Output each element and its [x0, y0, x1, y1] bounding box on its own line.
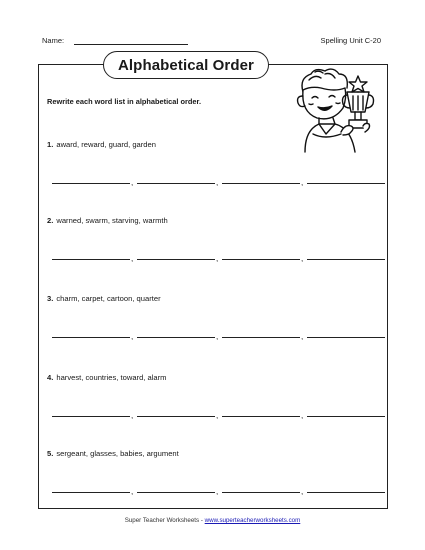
- question-number: 4.: [47, 373, 54, 382]
- answer-separator: ,: [301, 487, 304, 496]
- name-label: Name:: [42, 36, 65, 45]
- answer-blank[interactable]: [137, 492, 215, 493]
- answer-row: [52, 168, 382, 187]
- answer-row: [52, 401, 382, 420]
- answer-blank[interactable]: [137, 337, 215, 338]
- answer-separator: ,: [131, 487, 134, 496]
- footer-separator: -: [200, 517, 203, 524]
- answer-separator: ,: [301, 254, 304, 263]
- question-4: [47, 373, 167, 382]
- answer-row: [52, 322, 382, 341]
- footer-brand: Super Teacher Worksheets: [124, 517, 200, 524]
- answer-blank[interactable]: [307, 492, 385, 493]
- answer-blank[interactable]: [307, 183, 385, 184]
- word-list: award, reward, guard, garden: [56, 140, 156, 149]
- question-1: [47, 140, 156, 149]
- answer-blank[interactable]: [222, 337, 300, 338]
- answer-blank[interactable]: [222, 492, 300, 493]
- answer-separator: ,: [301, 411, 304, 420]
- footer-link[interactable]: www.superteacherworksheets.com: [204, 517, 301, 524]
- question-2: [47, 216, 168, 225]
- answer-blank[interactable]: [52, 259, 130, 260]
- question-3: [47, 294, 161, 303]
- word-list: warned, swarm, starving, warmth: [56, 216, 168, 225]
- answer-separator: ,: [216, 487, 219, 496]
- answer-separator: ,: [131, 411, 134, 420]
- question-number: 3.: [47, 294, 54, 303]
- footer: [0, 517, 425, 524]
- word-list: harvest, countries, toward, alarm: [56, 373, 167, 382]
- answer-blank[interactable]: [52, 492, 130, 493]
- answer-blank[interactable]: [52, 183, 130, 184]
- word-list: charm, carpet, cartoon, quarter: [56, 294, 161, 303]
- answer-separator: ,: [131, 178, 134, 187]
- question-number: 2.: [47, 216, 54, 225]
- question-number: 5.: [47, 449, 54, 458]
- name-blank-line[interactable]: [74, 44, 188, 45]
- answer-blank[interactable]: [222, 259, 300, 260]
- question-number: 1.: [47, 140, 54, 149]
- answer-blank[interactable]: [52, 337, 130, 338]
- answer-separator: ,: [301, 178, 304, 187]
- worksheet-title: [103, 51, 269, 79]
- answer-separator: ,: [131, 254, 134, 263]
- boy-holding-trophy-icon: [285, 62, 381, 158]
- answer-separator: ,: [216, 411, 219, 420]
- answer-row: [52, 477, 382, 496]
- answer-blank[interactable]: [222, 183, 300, 184]
- answer-blank[interactable]: [307, 416, 385, 417]
- unit-label: Spelling Unit C-20: [320, 36, 381, 45]
- answer-blank[interactable]: [137, 416, 215, 417]
- instructions: Rewrite each word list in alphabetical order.: [47, 97, 202, 106]
- question-5: [47, 449, 179, 458]
- answer-blank[interactable]: [52, 416, 130, 417]
- answer-blank[interactable]: [137, 183, 215, 184]
- answer-blank[interactable]: [307, 259, 385, 260]
- answer-separator: ,: [301, 332, 304, 341]
- answer-blank[interactable]: [137, 259, 215, 260]
- answer-separator: ,: [216, 332, 219, 341]
- answer-blank[interactable]: [307, 337, 385, 338]
- answer-separator: ,: [216, 178, 219, 187]
- answer-separator: ,: [216, 254, 219, 263]
- answer-blank[interactable]: [222, 416, 300, 417]
- word-list: sergeant, glasses, babies, argument: [56, 449, 179, 458]
- worksheet-title-text: Alphabetical Order: [117, 56, 254, 74]
- answer-separator: ,: [131, 332, 134, 341]
- answer-row: [52, 244, 382, 263]
